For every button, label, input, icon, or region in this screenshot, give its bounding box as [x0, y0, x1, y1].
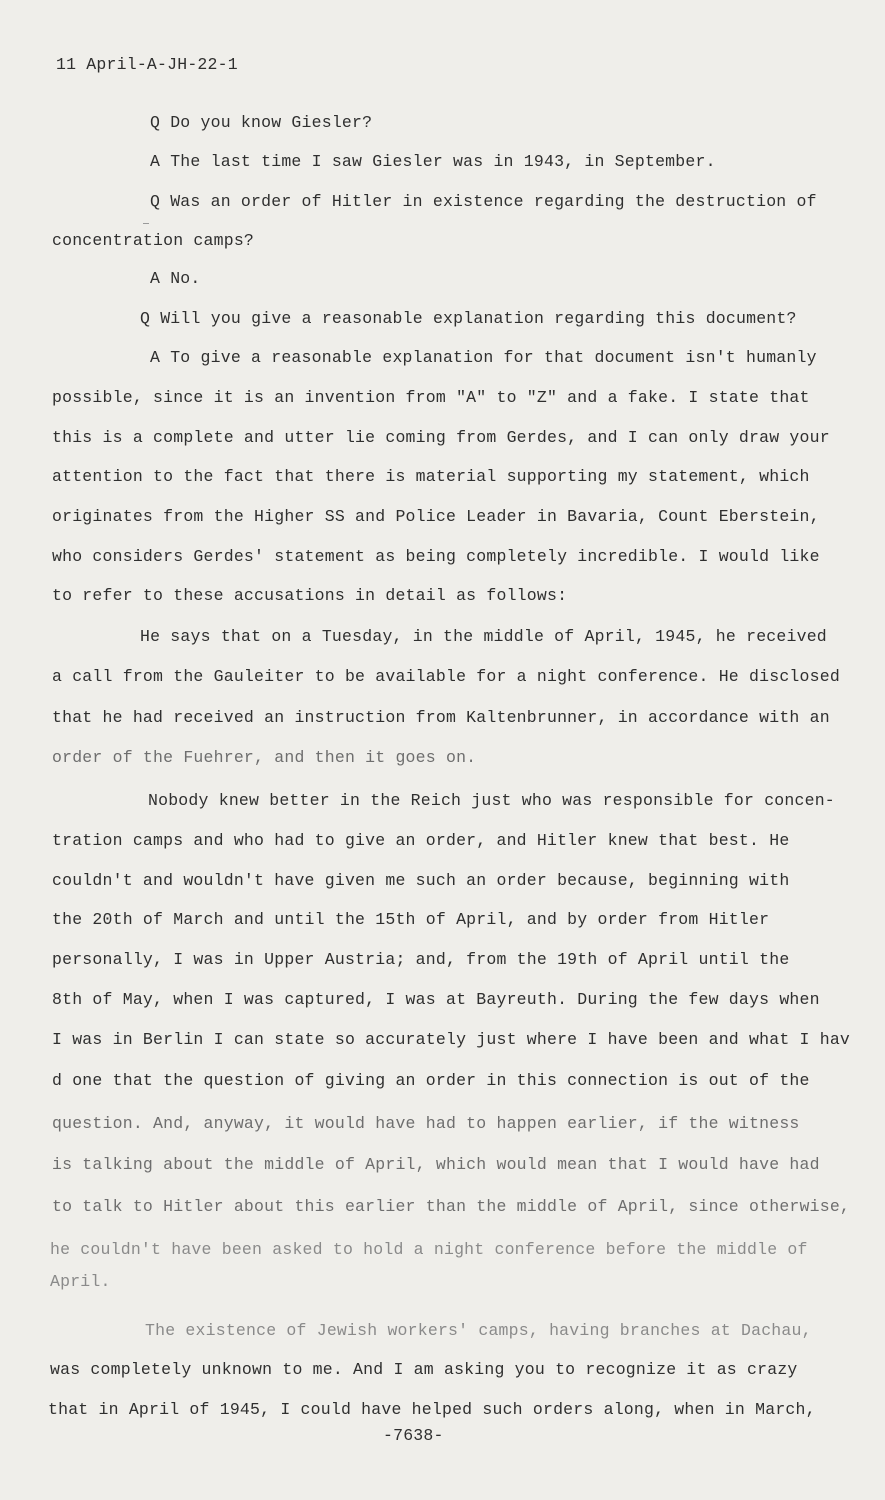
text-line-24: I was in Berlin I can state so accurately just where I have been and what I hav — [52, 1030, 851, 1049]
text-line-4: concentration camps? — [52, 231, 255, 250]
text-line-33: that in April of 1945, I could have helped such orders along, when in March, — [48, 1400, 816, 1419]
text-line-10: attention to the fact that there is material supporting my statement, which — [52, 467, 810, 486]
text-line-29: he couldn't have been asked to hold a night conference before the middle of — [50, 1240, 808, 1259]
text-line-14: He says that on a Tuesday, in the middle of April, 1945, he received — [140, 627, 827, 646]
text-line-30: April. — [50, 1272, 111, 1291]
text-line-15: a call from the Gauleiter to be available for a night conference. He disclosed — [52, 667, 840, 686]
text-line-20: couldn't and wouldn't have given me such an order because, beginning with — [52, 871, 790, 890]
text-line-6: Q Will you give a reasonable explanation regarding this document? — [140, 309, 797, 328]
text-line-27: is talking about the middle of April, which would mean that I would have had — [52, 1155, 820, 1174]
text-line-26: question. And, anyway, it would have had to happen earlier, if the witness — [52, 1114, 800, 1133]
text-line-16: that he had received an instruction from Kaltenbrunner, in accordance with an — [52, 708, 830, 727]
page-header: 11 April-A-JH-22-1 — [56, 55, 238, 74]
text-line-9: this is a complete and utter lie coming from Gerdes, and I can only draw your — [52, 428, 830, 447]
text-line-22: personally, I was in Upper Austria; and, from the 19th of April until the — [52, 950, 790, 969]
text-line-7: A To give a reasonable explanation for that document isn't humanly — [150, 348, 817, 367]
text-line-11: originates from the Higher SS and Police Leader in Bavaria, Count Eberstein, — [52, 507, 820, 526]
text-line-25: d one that the question of giving an order in this connection is out of the — [52, 1071, 810, 1090]
text-line-5: A No. — [150, 269, 201, 288]
page-number: -7638- — [383, 1426, 444, 1445]
text-line-12: who considers Gerdes' statement as being completely incredible. I would like — [52, 547, 820, 566]
text-line-13: to refer to these accusations in detail as follows: — [52, 586, 568, 605]
text-line-19: tration camps and who had to give an order, and Hitler knew that best. He — [52, 831, 790, 850]
text-line-8: possible, since it is an invention from "A" to "Z" and a fake. I state that — [52, 388, 810, 407]
text-line-32: was completely unknown to me. And I am asking you to recognize it as crazy — [50, 1360, 798, 1379]
ink-mark — [143, 223, 149, 224]
text-line-28: to talk to Hitler about this earlier than the middle of April, since otherwise, — [52, 1197, 851, 1216]
text-line-17: order of the Fuehrer, and then it goes on. — [52, 748, 477, 767]
text-line-2: A The last time I saw Giesler was in 1943, in September. — [150, 152, 716, 171]
text-line-1: Q Do you know Giesler? — [150, 113, 373, 132]
text-line-18: Nobody knew better in the Reich just who was responsible for concen- — [148, 791, 835, 810]
text-line-3: Q Was an order of Hitler in existence regarding the destruction of — [150, 192, 817, 211]
text-line-23: 8th of May, when I was captured, I was at Bayreuth. During the few days when — [52, 990, 820, 1009]
text-line-21: the 20th of March and until the 15th of April, and by order from Hitler — [52, 910, 770, 929]
text-line-31: The existence of Jewish workers' camps, having branches at Dachau, — [145, 1321, 812, 1340]
